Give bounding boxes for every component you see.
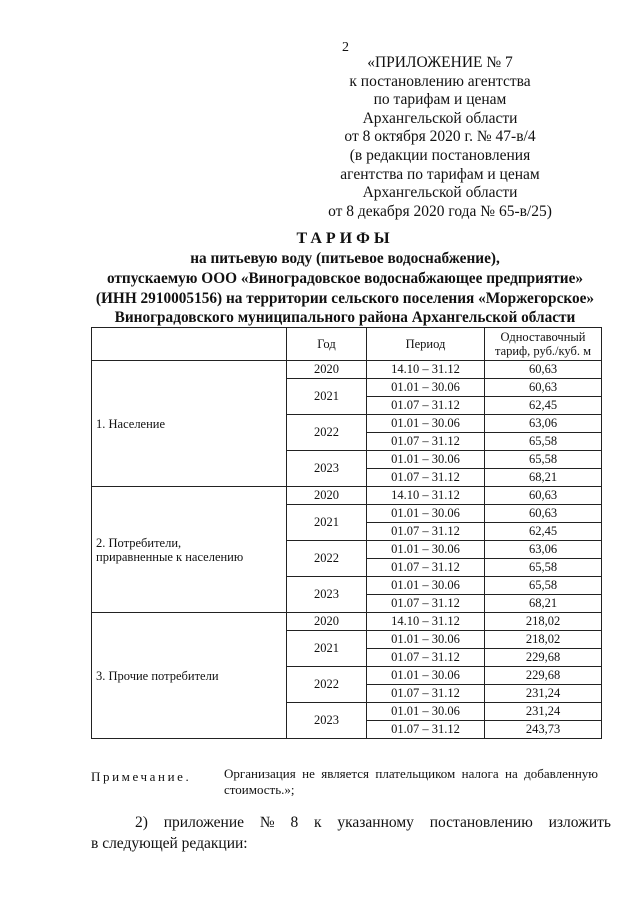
paragraph-word: изложить	[548, 814, 611, 831]
appendix-line: от 8 октября 2020 г. № 47-в/4	[344, 128, 536, 146]
appendix-line: Архангельской области	[362, 109, 518, 127]
period-cell: 01.01 – 30.06	[367, 667, 485, 685]
table-row	[92, 613, 602, 631]
page-number: 2	[342, 40, 349, 55]
tariff-cell: 62,45	[485, 523, 602, 541]
year-cell: 2021	[287, 379, 367, 415]
subtitle-line: на питьевую воду (питьевое водоснабжение),	[190, 250, 500, 267]
paragraph-word: №	[259, 814, 275, 831]
tariff-cell: 229,68	[485, 667, 602, 685]
tariff-cell: 231,24	[485, 685, 602, 703]
appendix-line: агентства по тарифам и ценам	[340, 165, 540, 183]
tariff-table	[91, 327, 602, 739]
tariff-cell: 231,24	[485, 703, 602, 721]
amendment-paragraph	[91, 812, 611, 854]
tariff-cell: 62,45	[485, 397, 602, 415]
year-cell: 2022	[287, 541, 367, 577]
table-header-row	[92, 328, 602, 361]
note-text: Организация не является плательщиком налога на добавленную стоимость.»;	[224, 766, 598, 797]
tariff-cell: 63,06	[485, 541, 602, 559]
period-cell: 01.01 – 30.06	[367, 541, 485, 559]
tariff-cell: 68,21	[485, 469, 602, 487]
period-cell: 01.07 – 31.12	[367, 595, 485, 613]
appendix-line: к постановлению агентства	[349, 72, 531, 90]
tariff-cell: 63,06	[485, 415, 602, 433]
period-cell: 01.07 – 31.12	[367, 523, 485, 541]
period-cell: 01.07 – 31.12	[367, 685, 485, 703]
year-cell: 2022	[287, 415, 367, 451]
table-row	[92, 487, 602, 505]
paragraph-word: 2)	[135, 814, 148, 831]
tariff-cell: 60,63	[485, 361, 602, 379]
period-cell: 01.01 – 30.06	[367, 631, 485, 649]
year-cell: 2022	[287, 667, 367, 703]
tariff-cell: 68,21	[485, 595, 602, 613]
period-cell: 01.07 – 31.12	[367, 721, 485, 739]
tariff-cell: 60,63	[485, 505, 602, 523]
year-cell: 2021	[287, 505, 367, 541]
period-cell: 14.10 – 31.12	[367, 487, 485, 505]
paragraph-first-line	[91, 812, 611, 833]
tariff-cell: 60,63	[485, 487, 602, 505]
appendix-line: по тарифам и ценам	[373, 91, 507, 109]
subtitle-line: отпускаемую ООО «Виноградовское водоснабжающее предприятие»	[106, 269, 584, 287]
header-tariff: Одноставочный тариф, руб./куб. м	[485, 328, 602, 361]
tariff-cell: 65,58	[485, 577, 602, 595]
tariff-cell: 65,58	[485, 559, 602, 577]
period-cell: 01.07 – 31.12	[367, 397, 485, 415]
tariff-cell: 60,63	[485, 379, 602, 397]
header-period: Период	[367, 328, 485, 361]
year-cell: 2023	[287, 577, 367, 613]
note-label: Примечание.	[91, 769, 192, 784]
category-cell: 1. Население	[92, 361, 287, 487]
year-cell: 2023	[287, 703, 367, 739]
appendix-header	[300, 54, 580, 221]
tariff-cell: 218,02	[485, 613, 602, 631]
document-title-block	[60, 229, 630, 328]
appendix-line: Архангельской области	[362, 184, 518, 202]
subtitle-line: (ИНН 2910005156) на территории сельского поселения «Моржегорское»	[95, 289, 595, 307]
header-category	[92, 328, 287, 361]
year-cell: 2021	[287, 631, 367, 667]
period-cell: 01.01 – 30.06	[367, 451, 485, 469]
category-cell: 3. Прочие потребители	[92, 613, 287, 739]
year-cell: 2023	[287, 451, 367, 487]
table-row	[92, 361, 602, 379]
subtitle-line: Виноградовского муниципального района Архангельской области	[114, 309, 576, 327]
tariff-cell: 218,02	[485, 631, 602, 649]
appendix-line: (в редакции постановления	[349, 146, 531, 164]
category-cell: 2. Потребители, приравненные к населению	[92, 487, 287, 613]
paragraph-word: указанному	[337, 814, 414, 831]
paragraph-word: к	[314, 814, 322, 831]
period-cell: 01.07 – 31.12	[367, 469, 485, 487]
tariff-cell: 243,73	[485, 721, 602, 739]
paragraph-word: постановлению	[429, 814, 533, 831]
period-cell: 14.10 – 31.12	[367, 361, 485, 379]
period-cell: 01.07 – 31.12	[367, 649, 485, 667]
period-cell: 01.01 – 30.06	[367, 505, 485, 523]
period-cell: 14.10 – 31.12	[367, 613, 485, 631]
period-cell: 01.07 – 31.12	[367, 433, 485, 451]
appendix-line: «ПРИЛОЖЕНИЕ № 7	[367, 54, 513, 71]
year-cell: 2020	[287, 361, 367, 379]
period-cell: 01.01 – 30.06	[367, 577, 485, 595]
period-cell: 01.01 – 30.06	[367, 703, 485, 721]
header-year: Год	[287, 328, 367, 361]
tariff-cell: 65,58	[485, 451, 602, 469]
period-cell: 01.07 – 31.12	[367, 559, 485, 577]
period-cell: 01.01 – 30.06	[367, 415, 485, 433]
tariff-cell: 229,68	[485, 649, 602, 667]
paragraph-continuation: в следующей редакции:	[91, 835, 248, 852]
period-cell: 01.01 – 30.06	[367, 379, 485, 397]
document-title: ТАРИФЫ	[296, 230, 394, 247]
appendix-line: от 8 декабря 2020 года № 65-в/25)	[328, 202, 552, 220]
tariff-cell: 65,58	[485, 433, 602, 451]
year-cell: 2020	[287, 487, 367, 505]
paragraph-word: приложение	[163, 814, 245, 831]
paragraph-word: 8	[290, 814, 299, 831]
year-cell: 2020	[287, 613, 367, 631]
